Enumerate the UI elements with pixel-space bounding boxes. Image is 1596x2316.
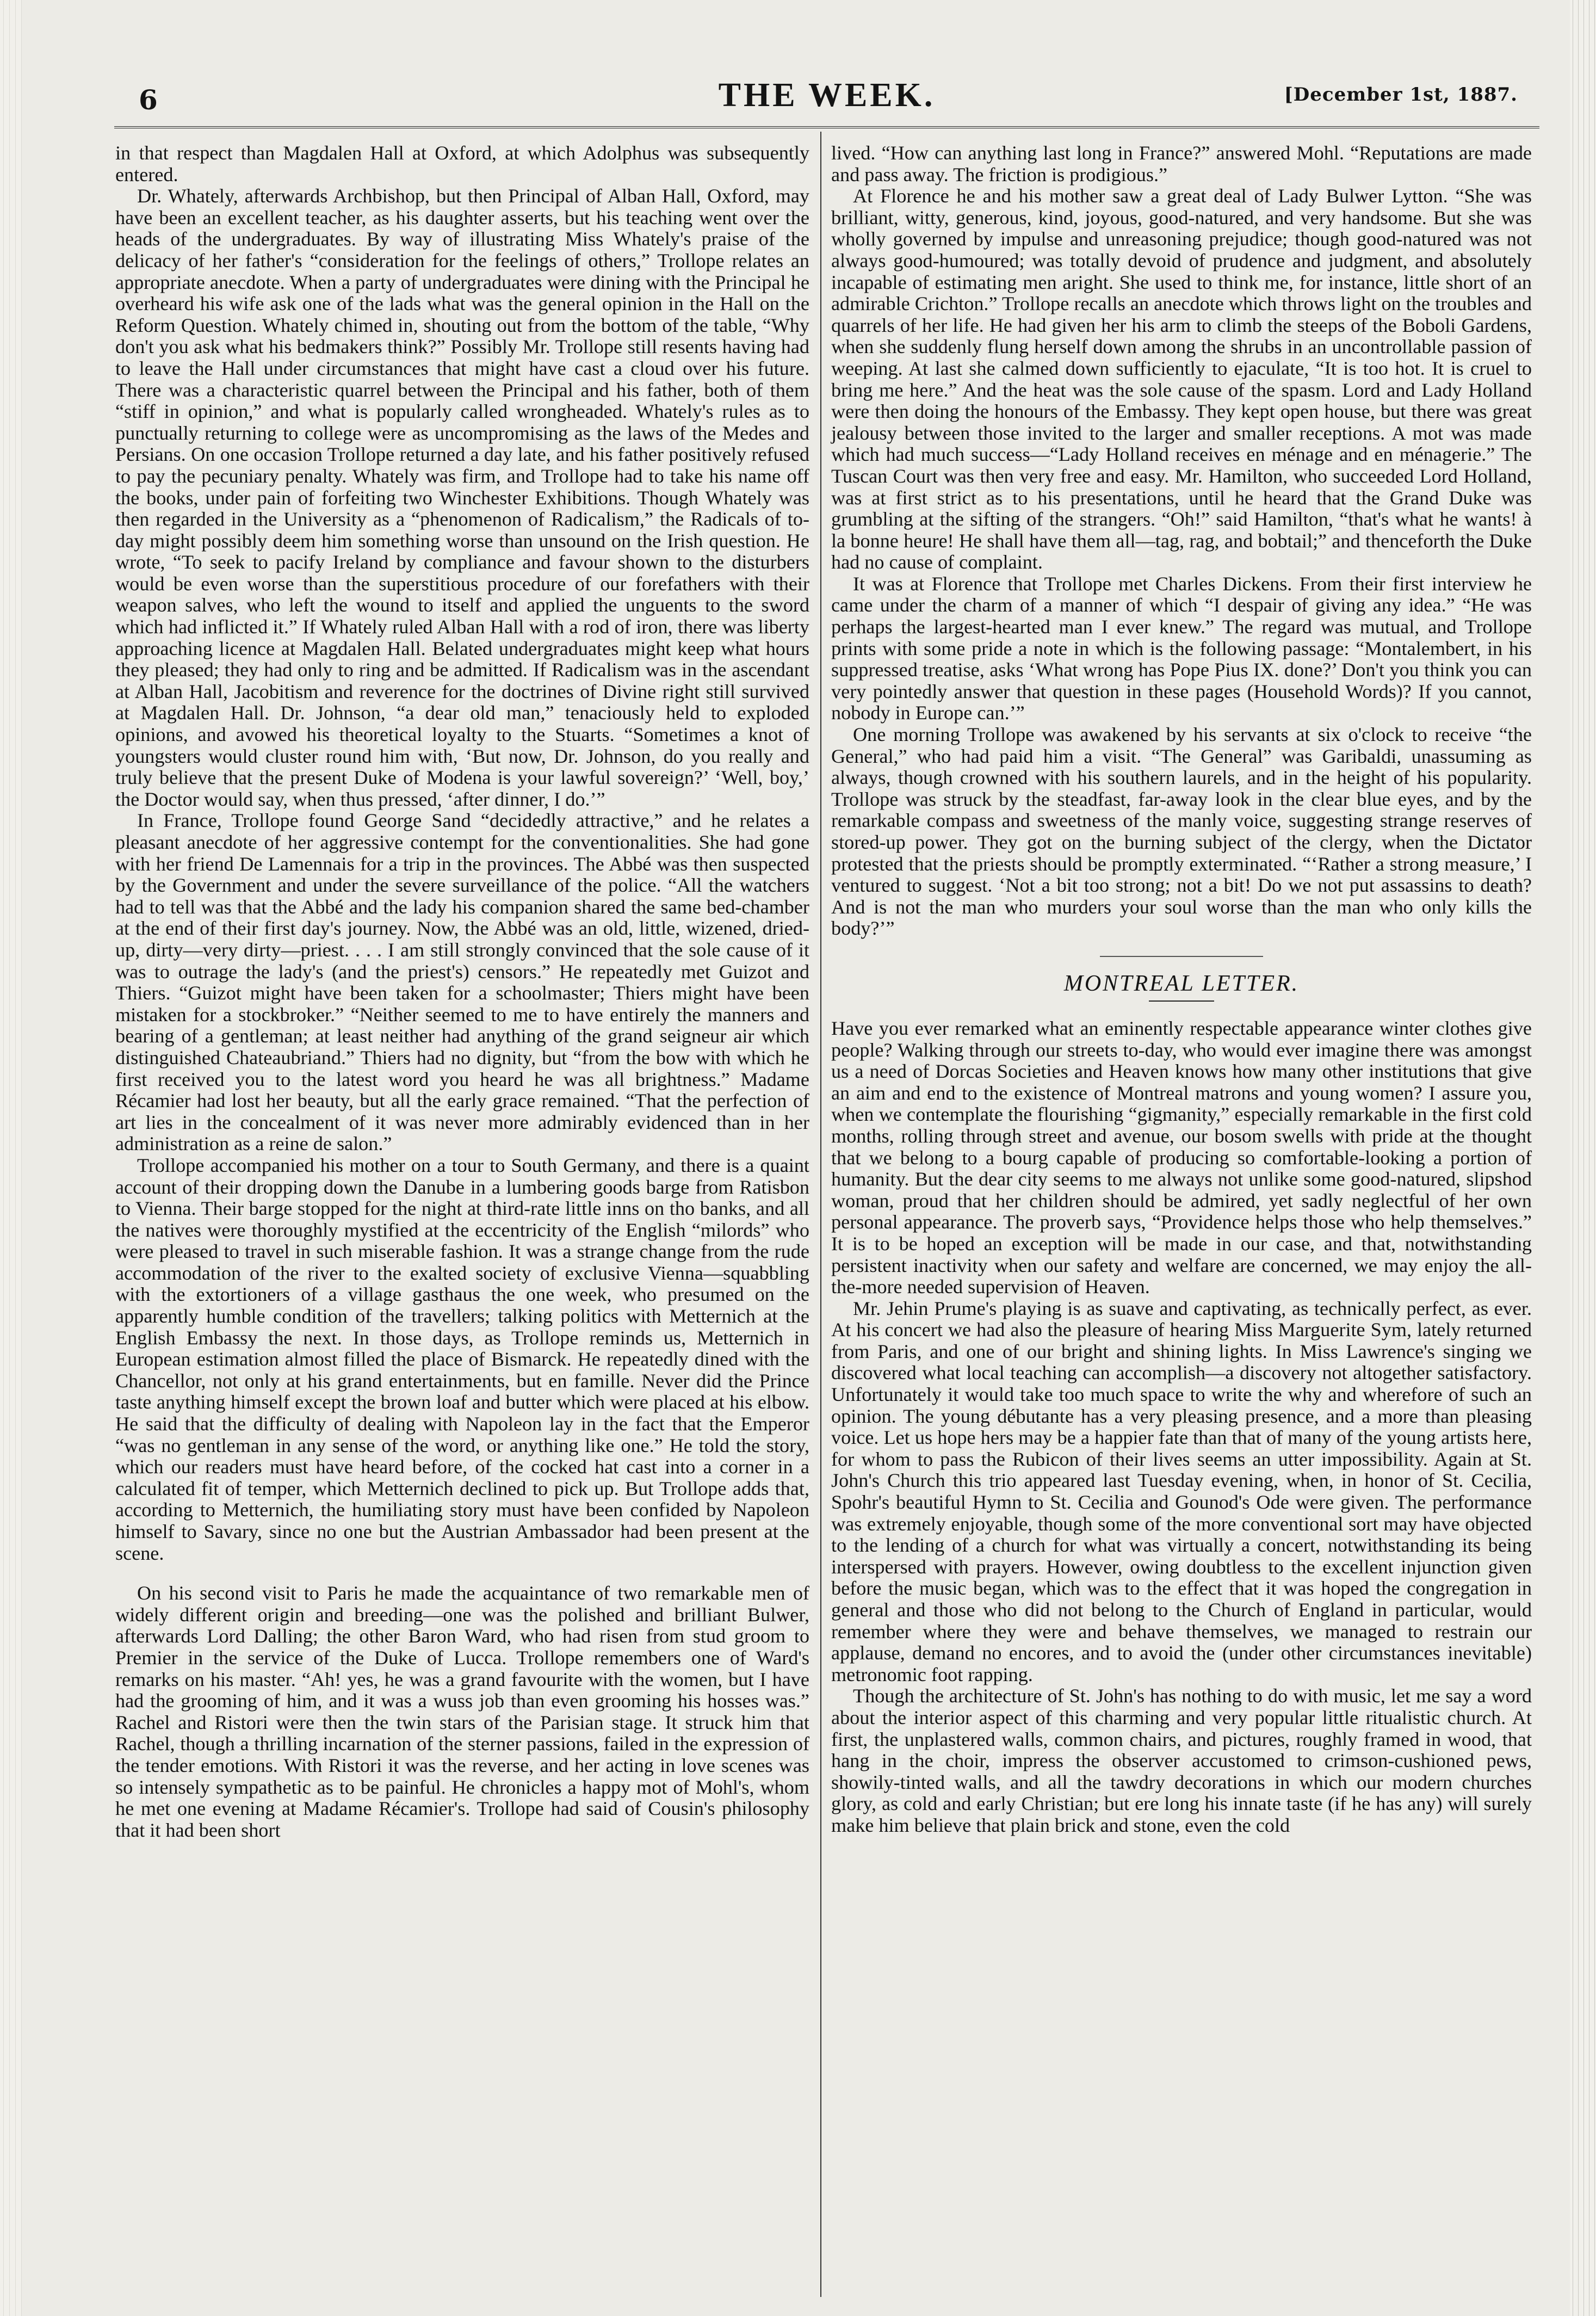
paragraph: One morning Trollope was awakened by his servants at six o'clock to receive “the General,” who had paid him a visit. “The General” was Garibaldi, unassuming as always, though crowned with his southern laurels, and in the height of his popularity. Trollope was struck by the steadfast, far-away look in the clear blue eyes, and by the remarkable compass and sweetness of the manly voice, suggesting strange reserves of stored-up power. They got on the burning subject of the clergy, when the Dictator protested that the priests should be promptly exterminated. “‘Rather a strong measure,’ I ventured to suggest. ‘Not a bit too strong; not a bit! Do we not put assassins to death? And is not the man who murders your soul worse than the man who only kills the body?’” — [831, 724, 1532, 940]
paragraph: Though the architecture of St. John's has nothing to do with music, let me say a word about the interior aspect of this charming and very popular little ritualistic church. At first, the unplastered walls, common chairs, and pictures, roughly framed in wood, that hang in the choir, impress the observer accustomed to crimson-cushioned pews, showily-tinted walls, and all the tawdry decorations in which our modern churches glory, as cold and early Christian; but ere long his innate taste (if he has any) will surely make him believe that plain brick and stone, even the cold — [831, 1685, 1532, 1836]
paragraph: Have you ever remarked what an eminently respectable appearance winter clothes give people? Walking through our streets to-day, who would ever imagine there was amongst us a need of Dorcas Societies and Heaven knows how many other institutions that give an aim and end to the existence of Montreal matrons and young women? I assure you, when we contemplate the flourishing “gigmanity,” especially remarkable in the first cold months, rolling through street and avenue, our bosom swells with pride at the thought that we belong to a bourg capable of producing so comfortable-looking a portion of humanity. But the dear city seems to me always not unlike some good-natured, slipshod woman, proud that her children should be admired, yet sadly neglectful of her own personal appearance. The proverb says, “Providence helps those who help themselves.” It is to be hoped an exception will be made in our case, and that, notwithstanding persistent inactivity when our safety and welfare are concerned, we may enjoy the all-the-more needed supervision of Heaven. — [831, 1017, 1532, 1298]
right-column — [831, 143, 1532, 1837]
right-binding-margin — [1570, 0, 1596, 2316]
left-binding-margin — [0, 0, 22, 2316]
section-title: MONTREAL LETTER. — [1063, 971, 1300, 996]
section-separator — [1100, 956, 1263, 957]
paragraph: in that respect than Magdalen Hall at Oxford, at which Adolphus was subsequently entered. — [115, 142, 809, 186]
left-column — [115, 143, 809, 1841]
paragraph: On his second visit to Paris he made the acquaintance of two remarkable men of widely different origin and breeding—one was the polished and brilliant Bulwer, afterwards Lord Dalling; the other Baron Ward, who had risen from stud groom to Premier in the service of the Duke of Lucca. Trollope remembers one of Ward's remarks on his master. “Ah! yes, he was a grand favourite with the women, but I have had the grooming of him, and it was a wuss job than even grooming his hosses was.” Rachel and Ristori were then the twin stars of the Parisian stage. It struck him that Rachel, though a thrilling incarnation of the sterner passions, failed in the expression of the tender emotions. With Ristori it was the reverse, and her acting in love scenes was so intensely sympathetic as to be painful. He chronicles a happy mot of Mohl's, whom he met one evening at Madame Récamier's. Trollope had said of Cousin's philosophy that it had been short — [115, 1582, 809, 1841]
paragraph: Mr. Jehin Prume's playing is as suave and captivating, as technically perfect, as ever. At his concert we had also the pleasure of hearing Miss Marguerite Sym, lately returned from Paris, and one of our bright and shining lights. In Miss Lawrence's singing we discovered what local teaching can accomplish—a discovery not altogether satisfactory. Unfortunately it would take too much space to write the why and wherefore of such an opinion. The young débutante has a very pleasing presence, and a more than pleasing voice. Let us hope hers may be a happier fate than that of many of the young artists here, for whom to pass the Rubicon of their lives seems an utter impossibility. Again at St. John's Church this trio appeared last Tuesday evening, when, in honor of St. Cecilia, Spohr's beautiful Hymn to St. Cecilia and Gounod's Ode were given. The performance was extremely enjoyable, though some of the more conventional sort may have objected to the lending of a church for what was virtually a concert, notwithstanding its being interspersed with prayers. However, owing doubtless to the excellent injunction given before the music began, which was to the effect that it was hoped the congregation in general and those who did not belong to the Church of England in particular, would remember where they were and behave themselves, we managed to restrain our applause, demand no encores, and to avoid the (under other circumstances inevitable) metronomic foot rapping. — [831, 1297, 1532, 1685]
paragraph: lived. “How can anything last long in France?” answered Mohl. “Reputations are made and pass away. The friction is prodigious.” — [831, 142, 1532, 186]
paragraph: Trollope accompanied his mother on a tour to South Germany, and there is a quaint account of their dropping down the Danube in a lumbering goods barge from Ratisbon to Vienna. Their barge stopped for the night at third-rate little inns on tho banks, and all the natives were thoroughly mystified at the eccentricity of the English “milords” who were pleased to travel in such miserable fashion. It was a strange change from the rude accommodation of the river to the exalted society of exclusive Vienna—squabbling with the extortioners of a village gasthaus the one week, who presumed on the apparently humble condition of the travellers; talking politics with Metternich at the English Embassy the next. In those days, as Trollope reminds us, Metternich in European estimation almost filled the place of Bismarck. He repeatedly dined with the Chancellor, not only at his grand entertainments, but en famille. Never did the Prince taste anything himself except the brown loaf and butter which were placed at his elbow. He said that the difficulty of dealing with Napoleon lay in the fact that the Emperor “was no gentleman in any sense of the word, or anything like one.” He told the story, which our readers must have heard before, of the cocked hat cast into a corner in a calculated fit of temper, which Metternich declined to pick up. But Trollope adds that, according to Metternich, the humiliating story must have been confided by Napoleon himself to Savary, since no one but the Austrian Ambassador had been present at the scene. — [115, 1154, 809, 1564]
paragraph: At Florence he and his mother saw a great deal of Lady Bulwer Lytton. “She was brilliant, witty, generous, kind, joyous, good-natured, and very handsome. But she was wholly governed by impulse and unreasoning prejudice; though good-natured was not always good-humoured; was totally devoid of prudence and judgment, and absolutely incapable of estimating men aright. She used to think me, for instance, little short of an admirable Crichton.” Trollope recalls an anecdote which throws light on the troubles and quarrels of her life. He had given her his arm to climb the steeps of the Boboli Gardens, when she suddenly flung herself down among the shrubs in an uncontrollable passion of weeping. At last she calmed down sufficiently to ejaculate, “It is too hot. It is cruel to bring me here.” And the heat was the sole cause of the spasm. Lord and Lady Holland were then doing the honours of the Embassy. They kept open house, but there was great jealousy between those invited to the larger and smaller receptions. A mot was made which had much success—“Lady Holland receives en ménage and en ménagerie.” The Tuscan Court was then very free and easy. Mr. Hamilton, who succeeded Lord Holland, was at first strict as to his presentations, until he heard that the Grand Duke was grumbling at the sifting of the strangers. “Oh!” said Hamilton, “that's what he wants! à la bonne heure! He shall have them all—tag, rag, and bobtail;” and thenceforth the Duke had no cause of complaint. — [831, 185, 1532, 573]
page-header — [114, 76, 1539, 120]
masthead-title: THE WEEK. — [718, 77, 936, 114]
paragraph: Dr. Whately, afterwards Archbishop, but then Principal of Alban Hall, Oxford, may have been an excellent teacher, as his daughter asserts, but his teaching went over the heads of the undergraduates. By way of illustrating Miss Whately's praise of the delicacy of her father's “consideration for the feelings of others,” Trollope relates an appropriate anecdote. When a party of undergraduates were dining with the Principal he overheard his wife ask one of the lads what was the general opinion in the Hall on the Reform Question. Whately chimed in, shouting out from the bottom of the table, “Why don't you ask what his bedmakers think?” Possibly Mr. Trollope still resents having had to leave the Hall under circumstances that might have cast a cloud over his future. There was a characteristic quarrel between the Principal and his father, both of them “stiff in opinion,” and what is popularly called wrongheaded. Whately's rules as to punctually returning to college were as uncompromising as the laws of the Medes and Persians. On one occasion Trollope returned a day late, and his father positively refused to pay the pecuniary penalty. Whately was firm, and Trollope had to take his name off the books, under pain of forfeiting two Winchester Exhibitions. Though Whately was then regarded in the University as a “phenomenon of Radicalism,” the Radicals of to-day might possibly deem him something worse than unsound on the Irish question. He wrote, “To seek to pacify Ireland by compliance and favour shown to the disturbers would be even worse than the superstitious procedure of our forefathers with their weapon salves, who left the wound to itself and applied the unguents to the sword which had inflicted it.” If Whately ruled Alban Hall with a rod of iron, there was liberty approaching licence at Magdalen Hall. Belated undergraduates might keep what hours they pleased; they had only to ring and be admitted. If Radicalism was in the ascendant at Alban Hall, Jacobitism and reverence for the doctrines of Divine right still survived at Magdalen Hall. Dr. Johnson, “a dear old man,” tenaciously held to exploded opinions, and avowed his theoretical loyalty to the Stuarts. “Sometimes a knot of youngsters would cluster round him with, ‘But now, Dr. Johnson, do you really and truly believe that the present Duke of Modena is your lawful sovereign?’ ‘Well, boy,’ the Doctor would say, when thus pressed, ‘after dinner, I do.’” — [115, 185, 809, 810]
title-rule — [1149, 1000, 1214, 1002]
page-number: 6 — [139, 84, 158, 116]
header-rule — [114, 126, 1539, 128]
issue-date: [December 1st, 1887. — [1284, 84, 1518, 106]
column-divider — [820, 132, 821, 2297]
paragraph: It was at Florence that Trollope met Charles Dickens. From their first interview he came under the charm of a manner of which “I despair of giving any idea.” “He was perhaps the largest-hearted man I ever knew.” The regard was mutual, and Trollope prints with some pride a note in which is the following passage: “Montalembert, in his suppressed treatise, asks ‘What wrong has Pope Pius IX. done?’ Don't you think you can very pointedly answer that question in these pages (Household Words)? If you cannot, nobody in Europe can.’” — [831, 572, 1532, 724]
paragraph: In France, Trollope found George Sand “decidedly attractive,” and he relates a pleasant anecdote of her aggressive contempt for the conventionalities. She had gone with her friend De Lamennais for a trip in the provinces. The Abbé was then suspected by the Government and under the severe surveillance of the police. “All the watchers had to tell was that the Abbé and the lady his companion shared the same bed-chamber at the end of their first day's journey. Now, the Abbé was an old, little, wizened, dried-up, dirty—very dirty—priest. . . . I am still strongly convinced that the sole cause of it was to outrage the lady's (and the priest's) censors.” He repeatedly met Guizot and Thiers. “Guizot might have been taken for a schoolmaster; Thiers might have been mistaken for a stockbroker.” “Neither seemed to me to have entirely the manners and bearing of a gentleman; at least neither had anything of the grand seigneur air which distinguished Chateaubriand.” Thiers had no dignity, but “from the bow with which he first received you to the latest word you heard he was all brightness.” Madame Récamier had lost her beauty, but all the early grace remained. “That the perfection of art lies in the concealment of it was never more admirably evidenced than in her administration as a reine de salon.” — [115, 810, 809, 1155]
